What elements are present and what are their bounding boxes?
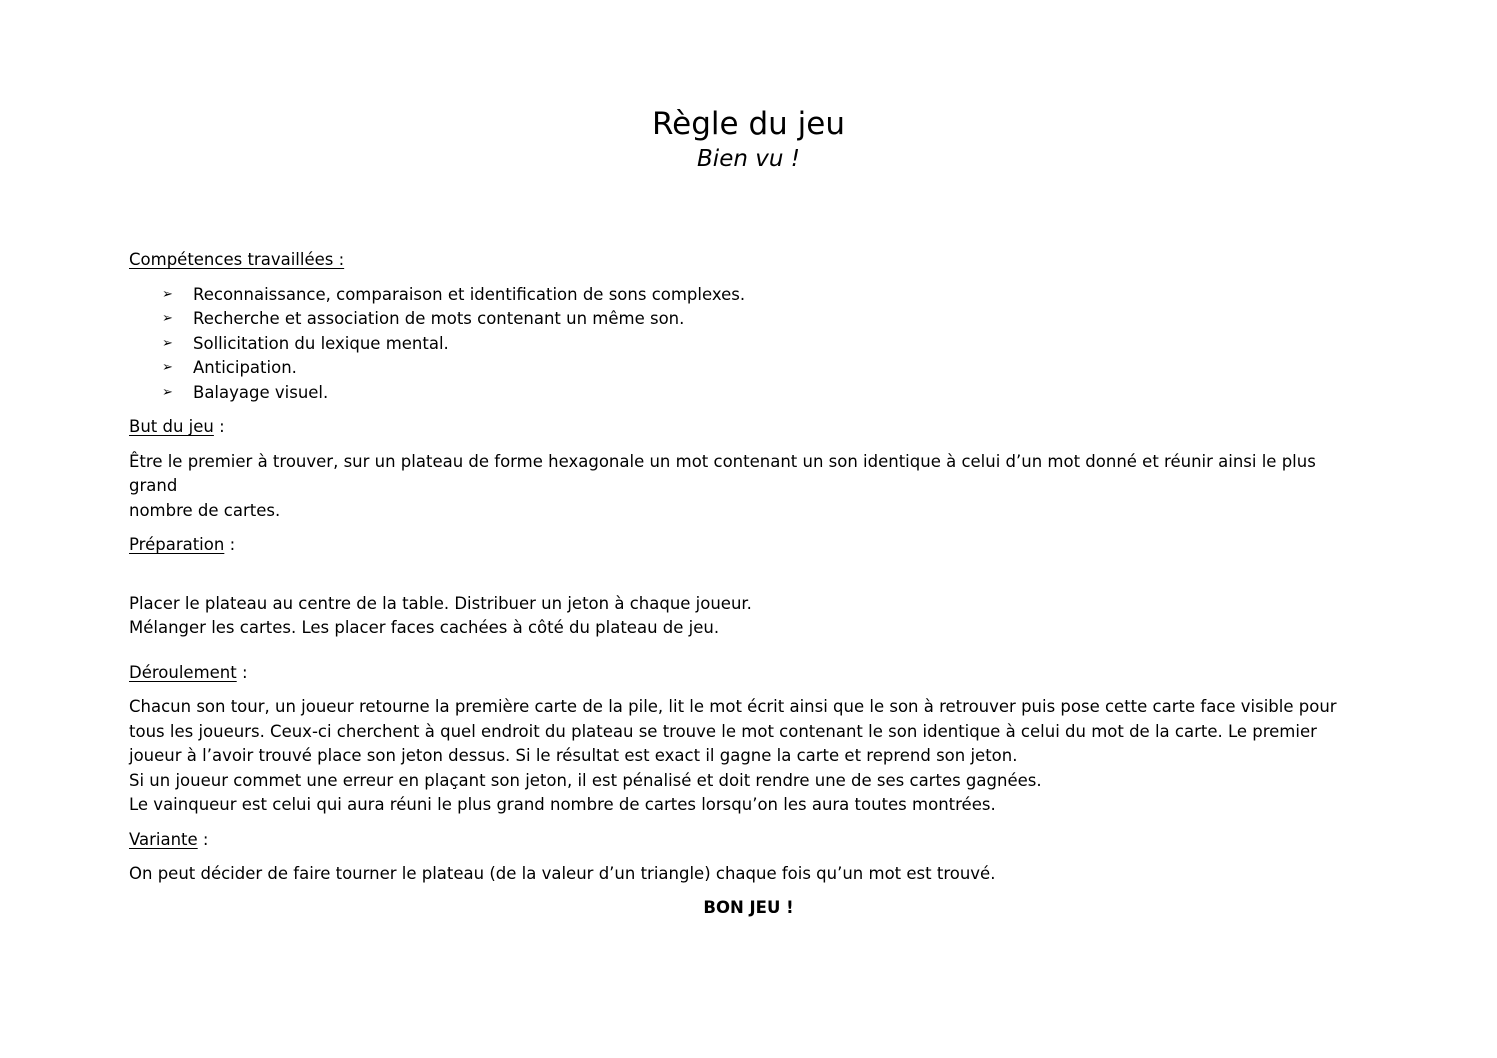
paragraph-line: tous les joueurs. Ceux-ci cherchent à quel endroit du plateau se trouve le mot contenant le son identique à celui du mot de la carte. Le premier — [129, 721, 1317, 741]
paragraph-line: On peut décider de faire tourner le plateau (de la valeur d’un triangle) chaque fois qu’un mot est trouvé. — [129, 864, 996, 883]
but-heading — [129, 415, 1359, 440]
paragraph-line: Placer le plateau au centre de la table. Distribuer un jeton à chaque joueur. — [129, 593, 752, 613]
list-item — [129, 283, 1359, 308]
competences-heading-label: Compétences travaillées : — [129, 250, 345, 269]
arrowhead-bullet-icon: ➢ — [162, 384, 173, 400]
list-item-text: Recherche et association de mots contenant un même son. — [193, 309, 685, 328]
arrowhead-bullet-icon: ➢ — [162, 335, 173, 351]
paragraph-line: nombre de cartes. — [129, 500, 281, 520]
list-item — [129, 356, 1359, 381]
but-paragraph — [129, 450, 1359, 524]
paragraph-line: Chacun son tour, un joueur retourne la première carte de la pile, lit le mot écrit ainsi que le son à retrouver puis pose cette carte face visible pour — [129, 697, 1337, 716]
list-item-text: Anticipation. — [193, 358, 297, 377]
spacer — [129, 651, 1359, 661]
paragraph-line: Mélanger les cartes. Les placer faces cachées à côté du plateau de jeu. — [129, 618, 720, 637]
list-item-text: Sollicitation du lexique mental. — [193, 333, 449, 353]
list-item-text: Balayage visuel. — [193, 382, 329, 402]
variante-heading-label: Variante — [129, 829, 198, 849]
deroulement-heading-suffix: : — [236, 662, 248, 682]
variante-paragraph — [129, 862, 1359, 887]
competences-heading — [129, 248, 1359, 273]
list-item-text: Reconnaissance, comparaison et identification de sons complexes. — [193, 284, 746, 304]
deroulement-heading-label: Déroulement — [129, 662, 237, 682]
variante-heading — [129, 828, 1359, 853]
paragraph-line: Être le premier à trouver, sur un plateau de forme hexagonale un mot contenant un son identique à celui d’un mot donné et réunir ainsi le plus grand — [129, 451, 1316, 495]
rules-content — [129, 248, 1359, 897]
title-block — [0, 104, 1497, 174]
list-item — [129, 307, 1359, 332]
but-heading-suffix: : — [213, 417, 225, 436]
competences-list — [129, 283, 1359, 406]
list-item — [129, 332, 1359, 357]
variante-heading-suffix: : — [197, 829, 209, 849]
preparation-heading — [129, 533, 1359, 558]
paragraph-line: Si un joueur commet une erreur en plaçant son jeton, il est pénalisé et doit rendre une de ses cartes gagnées. — [129, 770, 1042, 790]
deroulement-heading — [129, 661, 1359, 686]
preparation-paragraph — [129, 592, 1359, 641]
preparation-heading-suffix: : — [224, 535, 236, 554]
preparation-heading-label: Préparation — [129, 535, 225, 554]
closing-text: BON JEU ! — [703, 898, 794, 917]
arrowhead-bullet-icon: ➢ — [162, 360, 173, 375]
paragraph-line: joueur à l’avoir trouvé place son jeton dessus. Si le résultat est exact il gagne la carte et reprend son jeton. — [129, 746, 1018, 765]
list-item — [129, 381, 1359, 406]
paragraph-line: Le vainqueur est celui qui aura réuni le plus grand nombre de cartes lorsqu’on les aura toutes montrées. — [129, 795, 996, 814]
page-subtitle: Bien vu ! — [697, 146, 800, 172]
page-title: Règle du jeu — [652, 106, 845, 142]
deroulement-paragraph — [129, 695, 1359, 818]
spacer — [129, 568, 1359, 592]
arrowhead-bullet-icon: ➢ — [162, 311, 173, 326]
but-heading-label: But du jeu — [129, 417, 214, 436]
arrowhead-bullet-icon: ➢ — [162, 286, 173, 302]
